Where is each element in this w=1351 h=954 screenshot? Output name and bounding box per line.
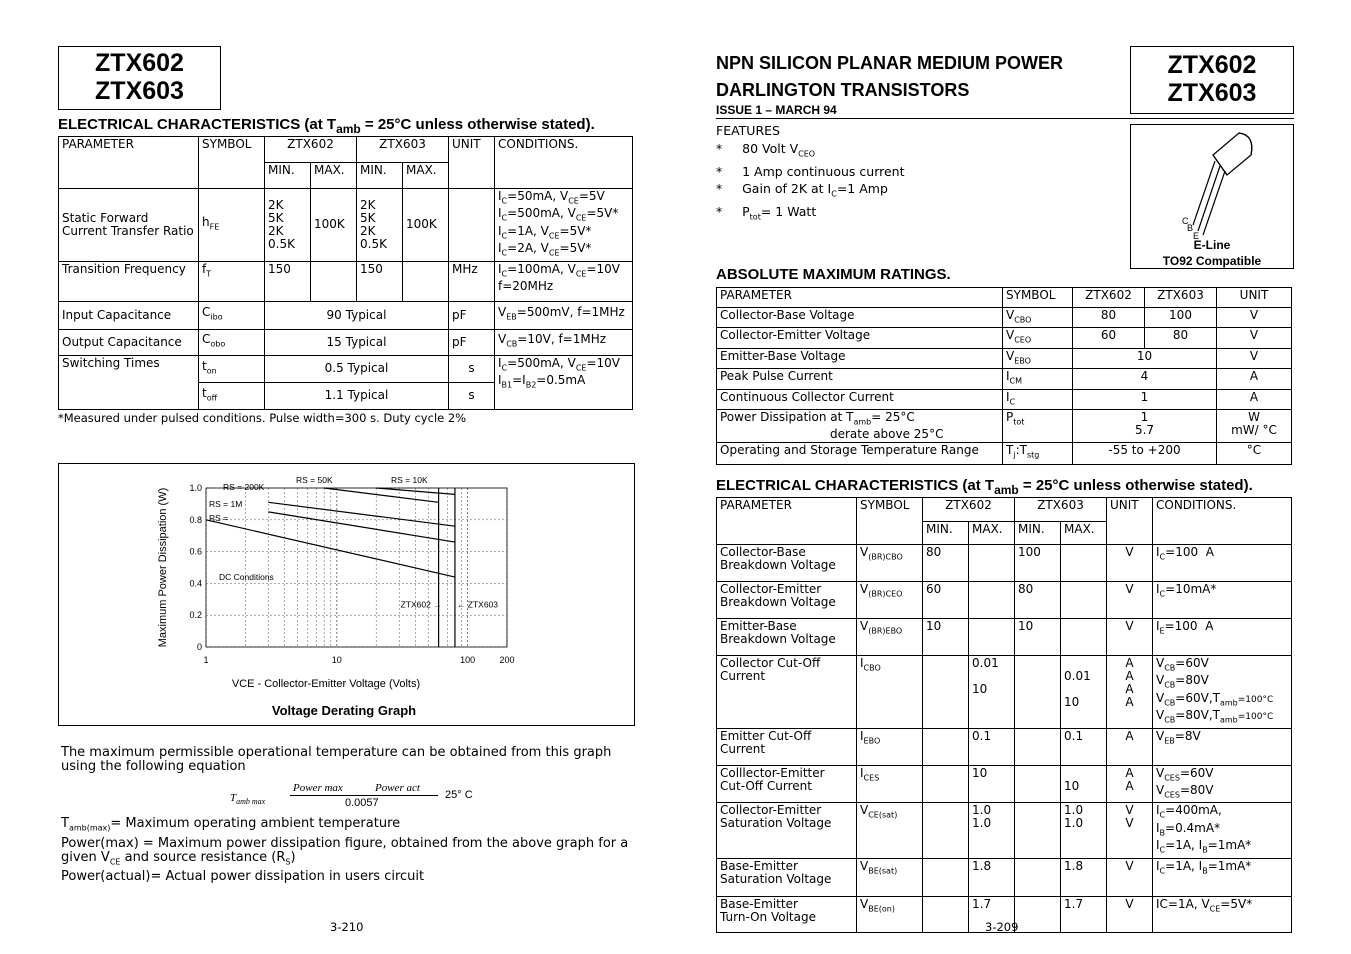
table-row xyxy=(717,803,1292,858)
ec-min-603 xyxy=(1015,656,1061,729)
feature-1: * 80 Volt $V_{CEO}$ xyxy=(716,140,816,158)
ec-unit: V V xyxy=(1107,803,1153,858)
amr-value-602: 80 xyxy=(1073,308,1145,328)
left-title-1: ZTX602 xyxy=(95,49,184,77)
annotation-rs-1m: RS = 1M xyxy=(209,499,243,509)
ec-symbol: $I_{CES}$ xyxy=(857,765,923,803)
amr-value: 1 xyxy=(1073,389,1217,409)
ec-min-602 xyxy=(923,858,969,896)
amr-th-parameter: PARAMETER xyxy=(717,288,1003,308)
hfe-min-602: 2K 5K 2K 0.5K xyxy=(265,189,311,262)
series-line xyxy=(206,520,455,577)
param-hfe: Static Forward Current Transfer Ratio xyxy=(59,189,199,262)
ec-th-conditions: CONDITIONS. xyxy=(1153,498,1292,545)
amr-unit: V xyxy=(1217,328,1292,348)
ec-conditions: $I_C=1A$, $I_B=1mA*$ xyxy=(1153,858,1292,896)
x-tick-label: 100 xyxy=(460,655,476,665)
annotation-rs-10k: RS = 10K xyxy=(391,475,428,485)
amr-sym: $V_{CBO}$ xyxy=(1003,308,1073,328)
th-max: MAX. xyxy=(403,163,449,189)
left-title-box xyxy=(58,46,221,110)
derating-graph xyxy=(59,464,634,725)
ec-min-602 xyxy=(923,656,969,729)
cibo-conditions: $V_{EB}=500mV$, f=1MHz xyxy=(495,301,633,329)
param-cobo: Output Capacitance xyxy=(59,329,199,355)
amr-table xyxy=(716,287,1292,465)
ec-max-603 xyxy=(1061,619,1107,656)
cobo-typical: 15 Typical xyxy=(265,329,449,355)
th-min: MIN. xyxy=(265,163,311,189)
features-label: FEATURES xyxy=(716,123,780,138)
graph-paragraph: The maximum permissible operational temperature can be obtained from this graph using the following equation xyxy=(61,745,612,774)
ec-max-603: 10 xyxy=(1061,765,1107,803)
ec-param: Collector-Emitter Saturation Voltage xyxy=(717,803,857,858)
amr-th-602: ZTX602 xyxy=(1073,288,1145,308)
ec-param: Collector Cut-Off Current xyxy=(717,656,857,729)
ec-min-603 xyxy=(1015,765,1061,803)
param-switching: Switching Times xyxy=(59,355,199,409)
ec-unit: V xyxy=(1107,582,1153,619)
left-title-2: ZTX603 xyxy=(95,77,184,105)
th-unit: UNIT xyxy=(449,137,495,189)
amr-unit: A xyxy=(1217,369,1292,389)
ec-min-603: 100 xyxy=(1015,545,1061,582)
annotation-dc-conditions: DC Conditions xyxy=(219,572,274,582)
amr-param: Peak Pulse Current xyxy=(717,369,1003,389)
ec-conditions: IC=1A, $V_{CE}=5V*$ xyxy=(1153,896,1292,932)
eq-tail: 25° C xyxy=(445,789,473,801)
th-parameter: PARAMETER xyxy=(59,137,199,189)
ec-th-max: MAX. xyxy=(969,522,1015,545)
ft-unit: MHz xyxy=(449,261,495,301)
ec-min-602 xyxy=(923,728,969,765)
ton-unit: s xyxy=(449,355,495,382)
toff-typical: 1.1 Typical xyxy=(265,382,449,409)
pin-c-label: C xyxy=(1182,216,1189,226)
right-heading: NPN SILICON PLANAR MEDIUM POWER DARLINGTON TRANSISTORS xyxy=(716,53,1064,100)
eq-den: 0.0057 xyxy=(345,797,379,809)
ec-param: Collector-Emitter Breakdown Voltage xyxy=(717,582,857,619)
package-eline-label: E-Line xyxy=(1193,238,1231,252)
right-title-1: ZTX602 xyxy=(1167,51,1257,79)
y-tick-label: 0 xyxy=(196,642,202,652)
toff-unit: s xyxy=(449,382,495,409)
package-box xyxy=(1130,124,1294,269)
hfe-max-603: 100K xyxy=(403,189,449,262)
ec-symbol: $V_{(BR)EBO}$ xyxy=(857,619,923,656)
amr-value-603: 100 xyxy=(1145,308,1217,328)
eq-fraction-bar xyxy=(290,795,438,796)
sym-cibo: $C_{ibo}$ xyxy=(199,301,265,329)
features xyxy=(716,122,905,226)
table-row xyxy=(717,619,1292,656)
y-axis-label: Maximum Power Dissipation (W) xyxy=(157,487,169,648)
amr-value-602: 60 xyxy=(1073,328,1145,348)
right-ec-heading: ELECTRICAL CHARACTERISTICS (at $T_{amb} = 25^\circ C$ unless otherwise stated). xyxy=(716,477,1253,497)
pin-b-label: B xyxy=(1187,223,1194,233)
amr-th-symbol: SYMBOL xyxy=(1003,288,1073,308)
page-number-left: 3-210 xyxy=(330,920,364,934)
amr-sym-ptot: $P_{tot}$ xyxy=(1003,409,1073,442)
amr-param: Continuous Collector Current xyxy=(717,389,1003,409)
ec-conditions: $V_{CES}=60V$ $V_{CES}=80V$ xyxy=(1153,765,1292,803)
ec-param: Collector-Base Breakdown Voltage xyxy=(717,545,857,582)
feature-2: * 1 Amp continuous current xyxy=(716,163,905,179)
ec-max-603 xyxy=(1061,582,1107,619)
amr-param: Emitter-Base Voltage xyxy=(717,348,1003,368)
ec-min-602 xyxy=(923,765,969,803)
ec-max-602: 0.01 10 xyxy=(969,656,1015,729)
ton-typical: 0.5 Typical xyxy=(265,355,449,382)
amr-param: Collector-Base Voltage xyxy=(717,308,1003,328)
ec-th-symbol: SYMBOL xyxy=(857,498,923,545)
ec-max-602: 10 xyxy=(969,765,1015,803)
ec-param: Emitter-Base Breakdown Voltage xyxy=(717,619,857,656)
ec-max-603: 1.0 1.0 xyxy=(1061,803,1107,858)
param-cibo: Input Capacitance xyxy=(59,301,199,329)
def-tamb: $T_{amb(max)}=$ Maximum operating ambient temperature xyxy=(61,816,401,833)
eq-num1: Power max xyxy=(293,782,343,794)
ec-conditions: $I_C=400mA$, $I_B=0.4mA*$ $I_C=1A$, $I_B=1mA*$ xyxy=(1153,803,1292,858)
ec-unit: V xyxy=(1107,545,1153,582)
feature-3: * Gain of 2K at $I_C=1$ Amp xyxy=(716,181,888,199)
amr-unit: V xyxy=(1217,348,1292,368)
y-tick-label: 1.0 xyxy=(189,483,202,493)
table-row xyxy=(717,656,1292,729)
ft-min-603: 150 xyxy=(357,261,403,301)
ec-min-603: 80 xyxy=(1015,582,1061,619)
chart-title: Voltage Derating Graph xyxy=(271,703,417,718)
cibo-unit: pF xyxy=(449,301,495,329)
cobo-unit: pF xyxy=(449,329,495,355)
ec-min-603 xyxy=(1015,896,1061,932)
series-line xyxy=(268,512,455,542)
amr-sym: $I_C$ xyxy=(1003,389,1073,409)
ec-min-602 xyxy=(923,896,969,932)
ec-min-603 xyxy=(1015,728,1061,765)
ec-symbol: $V_{(BR)CBO}$ xyxy=(857,545,923,582)
amr-value: 10 xyxy=(1073,348,1217,368)
ec-max-603 xyxy=(1061,545,1107,582)
def-poweractual: Power(actual)= Actual power dissipation in users circuit xyxy=(61,869,425,884)
eq-lhs: $T_{amb max}$ xyxy=(230,792,266,807)
amr-unit-temp: °C xyxy=(1217,443,1292,465)
ec-max-602 xyxy=(969,619,1015,656)
ec-th-min: MIN. xyxy=(1015,522,1061,545)
ec-min-603 xyxy=(1015,858,1061,896)
footnote: *Measured under pulsed conditions. Pulse width=300 s. Duty cycle 2% xyxy=(58,411,467,425)
feature-4: * $P_{tot}= 1$ Watt xyxy=(716,204,817,222)
ft-min-602: 150 xyxy=(265,261,311,301)
switching-conditions: $I_C=500mA$, $V_{CE}=10V$ $I_{B1}=I_{B2}=0.5mA$ xyxy=(495,355,633,409)
sym-ft: $f_T$ xyxy=(199,261,265,301)
eq-num2: Power act xyxy=(375,782,420,794)
pin-e-label: E xyxy=(1193,231,1200,241)
heading-rule xyxy=(716,118,1294,119)
ec-min-602: 80 xyxy=(923,545,969,582)
ec-min-602 xyxy=(923,803,969,858)
x-tick-label: 1 xyxy=(203,655,209,665)
ec-param: Base-Emitter Turn-On Voltage xyxy=(717,896,857,932)
ec-min-603 xyxy=(1015,803,1061,858)
amr-heading: ABSOLUTE MAXIMUM RATINGS. xyxy=(716,266,951,283)
amr-th-unit: UNIT xyxy=(1217,288,1292,308)
cibo-typical: 90 Typical xyxy=(265,301,449,329)
amr-sym-temp: $T_j:T_{stg}$ xyxy=(1003,443,1073,465)
th-conditions: CONDITIONS. xyxy=(495,137,633,189)
ec-conditions: $I_E=100$ A xyxy=(1153,619,1292,656)
right-title-box xyxy=(1130,46,1294,114)
annotation-ztx602: ZTX602 → xyxy=(400,599,442,610)
ec-max-602: 1.0 1.0 xyxy=(969,803,1015,858)
ec-max-602 xyxy=(969,545,1015,582)
amr-param-power: Power Dissipation at $T_{amb}= 25^\circ C$ derate above 25°C xyxy=(717,409,1003,442)
hfe-conditions: $I_C=50mA$, $V_{CE}=5V$ $I_C=500mA$, $V_{CE}=5V*$ $I_C=1A$, $V_{CE}=5V*$ $I_C=2A$, $V_{CE}=5V*$ xyxy=(495,189,633,262)
ec-symbol: $V_{(BR)CEO}$ xyxy=(857,582,923,619)
amr-unit: A xyxy=(1217,389,1292,409)
ec-unit: A xyxy=(1107,728,1153,765)
ec-param: Base-Emitter Saturation Voltage xyxy=(717,858,857,896)
th-ztx603: ZTX603 xyxy=(357,137,449,163)
x-tick-label: 10 xyxy=(331,655,342,665)
ec-conditions: $I_C=10mA*$ xyxy=(1153,582,1292,619)
ec-unit: A A A A xyxy=(1107,656,1153,729)
ec-th-min: MIN. xyxy=(923,522,969,545)
ec-param: Emitter Cut-Off Current xyxy=(717,728,857,765)
table-row xyxy=(717,858,1292,896)
ec-max-602 xyxy=(969,582,1015,619)
right-title-2: ZTX603 xyxy=(1167,79,1257,107)
ec-max-603: 1.8 xyxy=(1061,858,1107,896)
ec-min-602: 10 xyxy=(923,619,969,656)
amr-sym: $V_{EBO}$ xyxy=(1003,348,1073,368)
ec-unit: V xyxy=(1107,619,1153,656)
y-tick-label: 0.4 xyxy=(189,578,202,589)
th-max: MAX. xyxy=(311,163,357,189)
cobo-conditions: $V_{CB}=10V$, f=1MHz xyxy=(495,329,633,355)
th-min: MIN. xyxy=(357,163,403,189)
hfe-max-602: 100K xyxy=(311,189,357,262)
ec-conditions: $I_C=100$ A xyxy=(1153,545,1292,582)
right-ec-table xyxy=(716,497,1292,933)
sym-ton: $t_{on}$ xyxy=(199,355,265,382)
ec-th-max: MAX. xyxy=(1061,522,1107,545)
page-number-right: 3-209 xyxy=(985,920,1019,934)
ft-conditions: $I_C=100mA$, $V_{CE}=10V$ f=20MHz xyxy=(495,261,633,301)
sym-hfe: $h_{FE}$ xyxy=(199,189,265,262)
ec-unit: A A xyxy=(1107,765,1153,803)
ec-symbol: $I_{CBO}$ xyxy=(857,656,923,729)
amr-th-603: ZTX603 xyxy=(1145,288,1217,308)
ec-min-603: 10 xyxy=(1015,619,1061,656)
table-row xyxy=(717,545,1292,582)
derating-graph-box xyxy=(58,463,635,726)
table-row xyxy=(717,728,1292,765)
amr-value-temp: -55 to +200 xyxy=(1073,443,1217,465)
ec-max-602: 1.7 xyxy=(969,896,1015,932)
ec-max-602: 0.1 xyxy=(969,728,1015,765)
x-tick-label: 200 xyxy=(499,655,515,665)
ec-unit: V xyxy=(1107,896,1153,932)
ec-param: Colllector-Emitter Cut-Off Current xyxy=(717,765,857,803)
ec-th-603: ZTX603 xyxy=(1015,498,1107,522)
ec-conditions: $V_{EB}=8V$ xyxy=(1153,728,1292,765)
amr-value-power: 1 5.7 xyxy=(1073,409,1217,442)
package-to92-label: TO92 Compatible xyxy=(1162,254,1262,268)
param-ft: Transition Frequency xyxy=(59,261,199,301)
amr-param-temp: Operating and Storage Temperature Range xyxy=(717,443,1003,465)
left-ec-table xyxy=(58,136,633,410)
table-row xyxy=(717,765,1292,803)
y-tick-label: 0.8 xyxy=(189,514,202,525)
sym-cobo: $C_{obo}$ xyxy=(199,329,265,355)
ec-th-unit: UNIT xyxy=(1107,498,1153,545)
ec-max-603: 1.7 xyxy=(1061,896,1107,932)
ec-symbol: $I_{EBO}$ xyxy=(857,728,923,765)
annotation-rs-200k: RS = 200K xyxy=(223,482,265,492)
amr-param: Collector-Emitter Voltage xyxy=(717,328,1003,348)
series-line xyxy=(324,488,438,502)
amr-value-603: 80 xyxy=(1145,328,1217,348)
ec-symbol: $V_{BE(sat)}$ xyxy=(857,858,923,896)
amr-unit-power: W mW/ °C xyxy=(1217,409,1292,442)
x-axis-label: VCE - Collector-Emitter Voltage (Volts) xyxy=(231,678,421,690)
amr-sym: $I_{CM}$ xyxy=(1003,369,1073,389)
transistor-package-icon xyxy=(1131,125,1293,268)
series-line xyxy=(268,502,455,526)
hfe-unit xyxy=(449,189,495,262)
ec-conditions: $V_{CB}=60V$ $V_{CB}=80V$ $V_{CB}=60V,T_{amb}=100^\circ C$ $V_{CB}=80V,T_{amb}=100^\circ C$ xyxy=(1153,656,1292,729)
th-ztx602: ZTX602 xyxy=(265,137,357,163)
sym-toff: $t_{off}$ xyxy=(199,382,265,409)
amr-unit: V xyxy=(1217,308,1292,328)
amr-sym: $V_{CEO}$ xyxy=(1003,328,1073,348)
left-ec-heading: ELECTRICAL CHARACTERISTICS (at $T_{amb} = 25^\circ C$ unless otherwise stated). xyxy=(58,116,595,136)
annotation-rs: RS = xyxy=(209,513,229,523)
annotation-rs-50k: RS = 50K xyxy=(296,475,333,485)
ec-th-602: ZTX602 xyxy=(923,498,1015,522)
ec-symbol: $V_{CE(sat)}$ xyxy=(857,803,923,858)
y-tick-label: 0.6 xyxy=(189,546,202,557)
th-symbol: SYMBOL xyxy=(199,137,265,189)
ec-th-parameter: PARAMETER xyxy=(717,498,857,545)
plot-frame xyxy=(206,488,507,647)
ec-unit: V xyxy=(1107,858,1153,896)
amr-value: 4 xyxy=(1073,369,1217,389)
table-row xyxy=(717,582,1292,619)
hfe-min-603: 2K 5K 2K 0.5K xyxy=(357,189,403,262)
ec-max-603: 0.1 xyxy=(1061,728,1107,765)
y-tick-label: 0.2 xyxy=(189,610,202,621)
ec-max-603: 0.01 10 xyxy=(1061,656,1107,729)
issue-line: ISSUE 1 – MARCH 94 xyxy=(716,103,837,117)
annotation-ztx603: ← ZTX603 xyxy=(456,599,499,610)
ec-symbol: $V_{BE(on)}$ xyxy=(857,896,923,932)
equation xyxy=(230,782,490,812)
ec-min-602: 60 xyxy=(923,582,969,619)
ec-max-602: 1.8 xyxy=(969,858,1015,896)
def-powermax: Power(max) = Maximum power dissipation figure, obtained from the above graph for a given $V_{CE}$ and source resistance $(R_S)$ xyxy=(61,836,629,867)
